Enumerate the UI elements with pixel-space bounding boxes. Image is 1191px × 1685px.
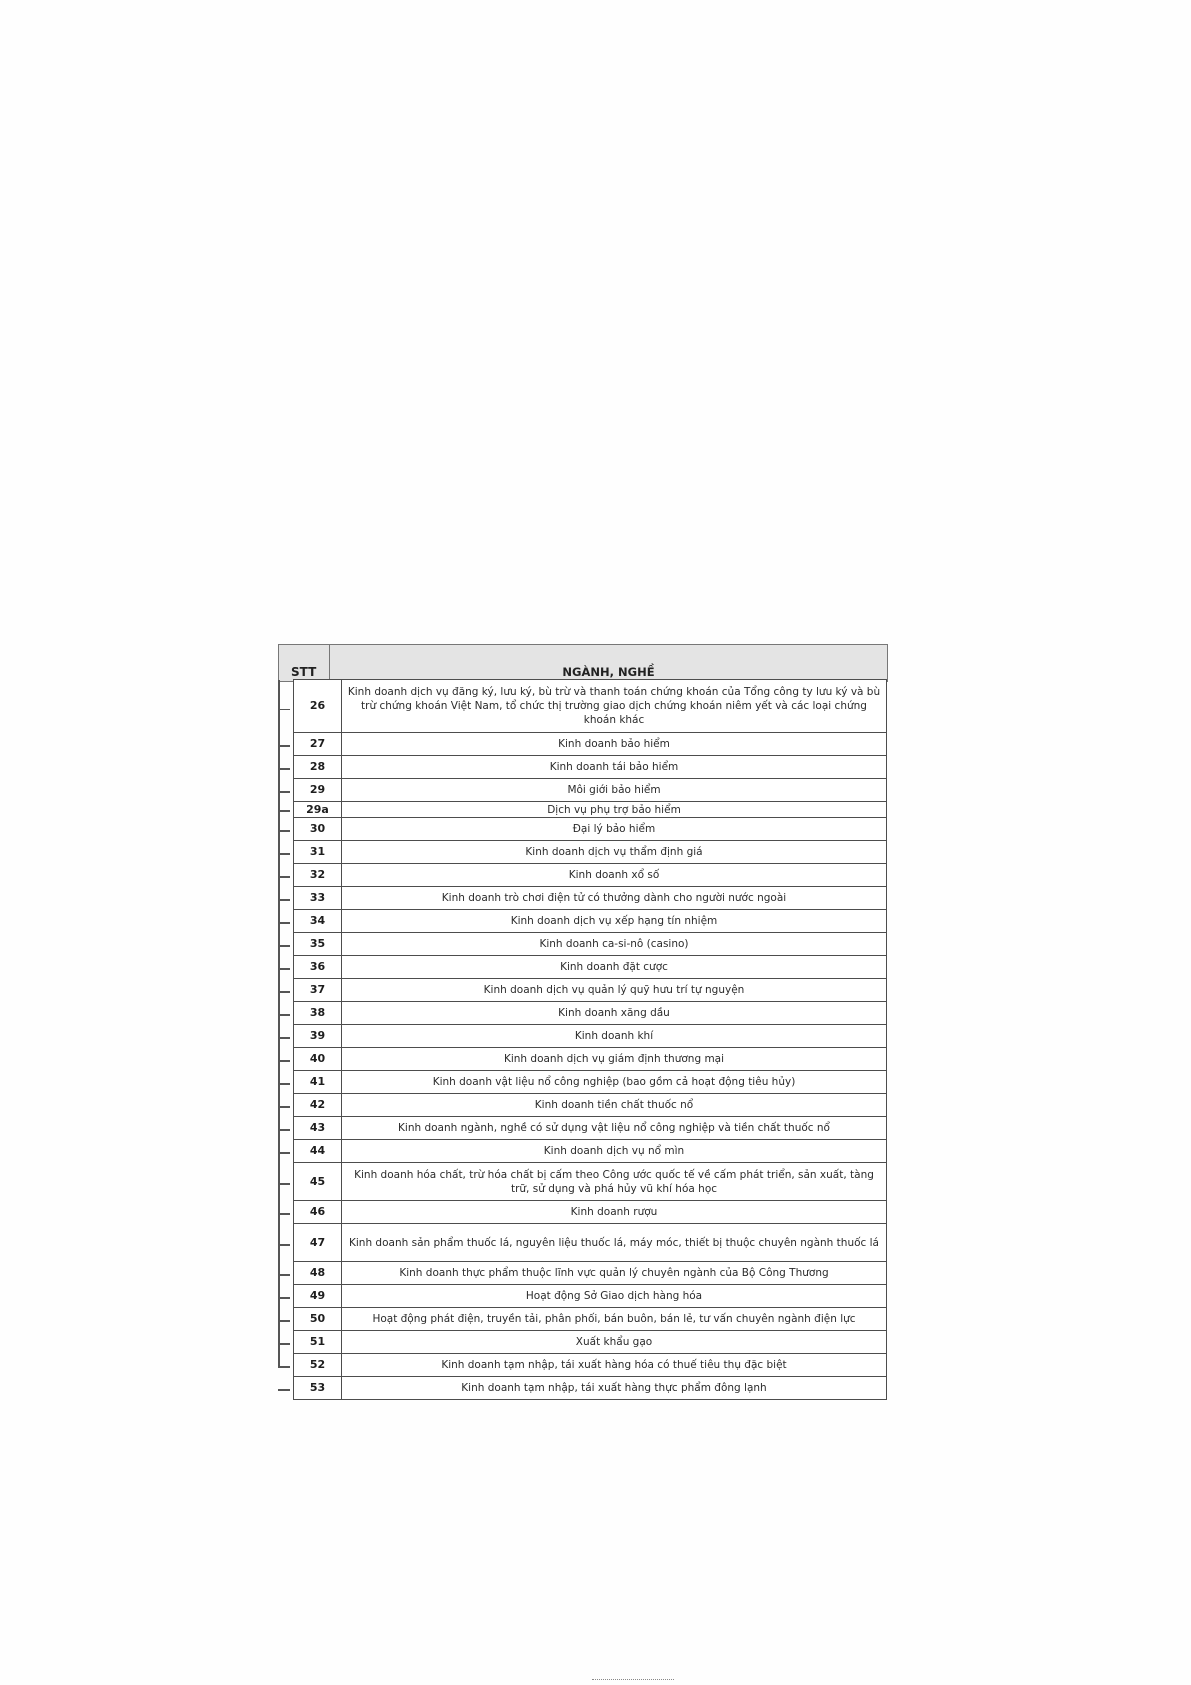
table-row [294, 956, 887, 979]
table-row [294, 933, 887, 956]
table-row [294, 887, 887, 910]
bracket-tick [278, 1152, 290, 1154]
row-text: Kinh doanh xăng dầu [342, 1002, 887, 1025]
table-row [294, 1201, 887, 1224]
row-stt: 36 [294, 956, 342, 979]
row-text: Xuất khẩu gạo [342, 1331, 887, 1354]
table-header [278, 644, 888, 682]
row-text: Đại lý bảo hiểm [342, 818, 887, 841]
row-text: Kinh doanh bảo hiểm [342, 733, 887, 756]
table-row [294, 756, 887, 779]
table-row [294, 841, 887, 864]
row-stt: 39 [294, 1025, 342, 1048]
table-row [294, 1140, 887, 1163]
table-row [294, 1071, 887, 1094]
row-text: Hoạt động phát điện, truyền tải, phân phối, bán buôn, bán lẻ, tư vấn chuyên ngành điện lực [342, 1308, 887, 1331]
header-nganh-nghe: NGÀNH, NGHỀ [562, 665, 655, 679]
bracket-tick [278, 1060, 290, 1062]
row-text: Kinh doanh ngành, nghề có sử dụng vật liệu nổ công nghiệp và tiền chất thuốc nổ [342, 1117, 887, 1140]
table-row [294, 680, 887, 733]
bracket-tick [278, 1183, 290, 1185]
row-stt: 33 [294, 887, 342, 910]
table-row [294, 1163, 887, 1201]
row-stt: 30 [294, 818, 342, 841]
footer-dotted-mark [592, 1679, 674, 1683]
bracket-tick [278, 709, 290, 711]
bracket-tick [278, 899, 290, 901]
bracket-tick [278, 1106, 290, 1108]
business-lines-table [293, 679, 887, 1400]
bracket-tick [278, 1083, 290, 1085]
row-text: Kinh doanh hóa chất, trừ hóa chất bị cấm theo Công ước quốc tế về cấm phát triển, sản xuất, tàng trữ, sử dụng và phá hủy vũ khí hóa học [342, 1163, 887, 1201]
row-stt: 51 [294, 1331, 342, 1354]
row-text: Kinh doanh trò chơi điện tử có thưởng dành cho người nước ngoài [342, 887, 887, 910]
row-stt: 50 [294, 1308, 342, 1331]
table-row [294, 818, 887, 841]
table-row [294, 779, 887, 802]
bracket-tick [278, 791, 290, 793]
row-text: Kinh doanh tiền chất thuốc nổ [342, 1094, 887, 1117]
bracket-tick [278, 830, 290, 832]
row-text: Kinh doanh tạm nhập, tái xuất hàng thực phẩm đông lạnh [342, 1377, 887, 1400]
table-row [294, 1285, 887, 1308]
row-text: Kinh doanh thực phẩm thuộc lĩnh vực quản lý chuyên ngành của Bộ Công Thương [342, 1262, 887, 1285]
row-text: Kinh doanh vật liệu nổ công nghiệp (bao gồm cả hoạt động tiêu hủy) [342, 1071, 887, 1094]
table-row [294, 1262, 887, 1285]
bracket-tick [278, 1343, 290, 1345]
row-stt: 29a [294, 802, 342, 818]
table-row [294, 1048, 887, 1071]
left-bracket-line [278, 680, 280, 1368]
row-stt: 26 [294, 680, 342, 733]
row-text: Kinh doanh sản phẩm thuốc lá, nguyên liệu thuốc lá, máy móc, thiết bị thuộc chuyên ngành thuốc lá [342, 1224, 887, 1262]
table-row [294, 910, 887, 933]
row-stt: 27 [294, 733, 342, 756]
row-stt: 38 [294, 1002, 342, 1025]
table-row [294, 1224, 887, 1262]
bracket-tick [278, 810, 290, 812]
row-stt: 42 [294, 1094, 342, 1117]
row-stt: 35 [294, 933, 342, 956]
bracket-tick [278, 745, 290, 747]
row-text: Kinh doanh dịch vụ nổ mìn [342, 1140, 887, 1163]
row-stt: 37 [294, 979, 342, 1002]
table-row [294, 1025, 887, 1048]
bracket-tick [278, 853, 290, 855]
row-stt: 28 [294, 756, 342, 779]
bracket-tick [278, 1297, 290, 1299]
row-stt: 53 [294, 1377, 342, 1400]
row-stt: 29 [294, 779, 342, 802]
row-stt: 34 [294, 910, 342, 933]
table-row [294, 1354, 887, 1377]
table-row [294, 1308, 887, 1331]
row-text: Kinh doanh xổ số [342, 864, 887, 887]
bracket-tick [278, 1014, 290, 1016]
row-text: Kinh doanh khí [342, 1025, 887, 1048]
row-stt: 41 [294, 1071, 342, 1094]
row-stt: 32 [294, 864, 342, 887]
bracket-tick [278, 1037, 290, 1039]
row-text: Môi giới bảo hiểm [342, 779, 887, 802]
row-stt: 52 [294, 1354, 342, 1377]
bracket-tick [278, 1274, 290, 1276]
bracket-tick [278, 1129, 290, 1131]
row-stt: 44 [294, 1140, 342, 1163]
bracket-tick [278, 1244, 290, 1246]
row-text: Kinh doanh dịch vụ quản lý quỹ hưu trí tự nguyện [342, 979, 887, 1002]
row-stt: 48 [294, 1262, 342, 1285]
row-text: Kinh doanh tái bảo hiểm [342, 756, 887, 779]
bracket-tick [278, 768, 290, 770]
table-row [294, 864, 887, 887]
row-stt: 49 [294, 1285, 342, 1308]
header-stt: STT [291, 665, 317, 679]
row-text: Kinh doanh ca-si-nô (casino) [342, 933, 887, 956]
bracket-tick [278, 945, 290, 947]
row-stt: 45 [294, 1163, 342, 1201]
row-text: Kinh doanh dịch vụ xếp hạng tín nhiệm [342, 910, 887, 933]
row-stt: 31 [294, 841, 342, 864]
row-text: Kinh doanh dịch vụ đăng ký, lưu ký, bù trừ và thanh toán chứng khoán của Tổng công ty lưu ký và bù trừ chứng khoán Việt Nam, tổ chức thị trường giao dịch chứng khoán niêm yết và các loại chứng khoán khác [342, 680, 887, 733]
row-text: Dịch vụ phụ trợ bảo hiểm [342, 802, 887, 818]
row-stt: 46 [294, 1201, 342, 1224]
row-text: Kinh doanh đặt cược [342, 956, 887, 979]
table-row [294, 979, 887, 1002]
table-row [294, 1117, 887, 1140]
table-row [294, 802, 887, 818]
bracket-tick [278, 922, 290, 924]
bracket-tick [278, 1213, 290, 1215]
row-text: Kinh doanh tạm nhập, tái xuất hàng hóa có thuế tiêu thụ đặc biệt [342, 1354, 887, 1377]
bracket-tick [278, 991, 290, 993]
table-row [294, 1094, 887, 1117]
bracket-tick [278, 876, 290, 878]
bracket-tick [278, 968, 290, 970]
row-stt: 47 [294, 1224, 342, 1262]
bracket-tick [278, 1320, 290, 1322]
bracket-tick [278, 1366, 290, 1368]
row-text: Kinh doanh dịch vụ giám định thương mại [342, 1048, 887, 1071]
table-row [294, 1002, 887, 1025]
table-row [294, 733, 887, 756]
row-stt: 43 [294, 1117, 342, 1140]
table-row [294, 1331, 887, 1354]
row-text: Hoạt động Sở Giao dịch hàng hóa [342, 1285, 887, 1308]
row-text: Kinh doanh rượu [342, 1201, 887, 1224]
bracket-tick [278, 1389, 290, 1391]
row-stt: 40 [294, 1048, 342, 1071]
row-text: Kinh doanh dịch vụ thẩm định giá [342, 841, 887, 864]
table-row [294, 1377, 887, 1400]
